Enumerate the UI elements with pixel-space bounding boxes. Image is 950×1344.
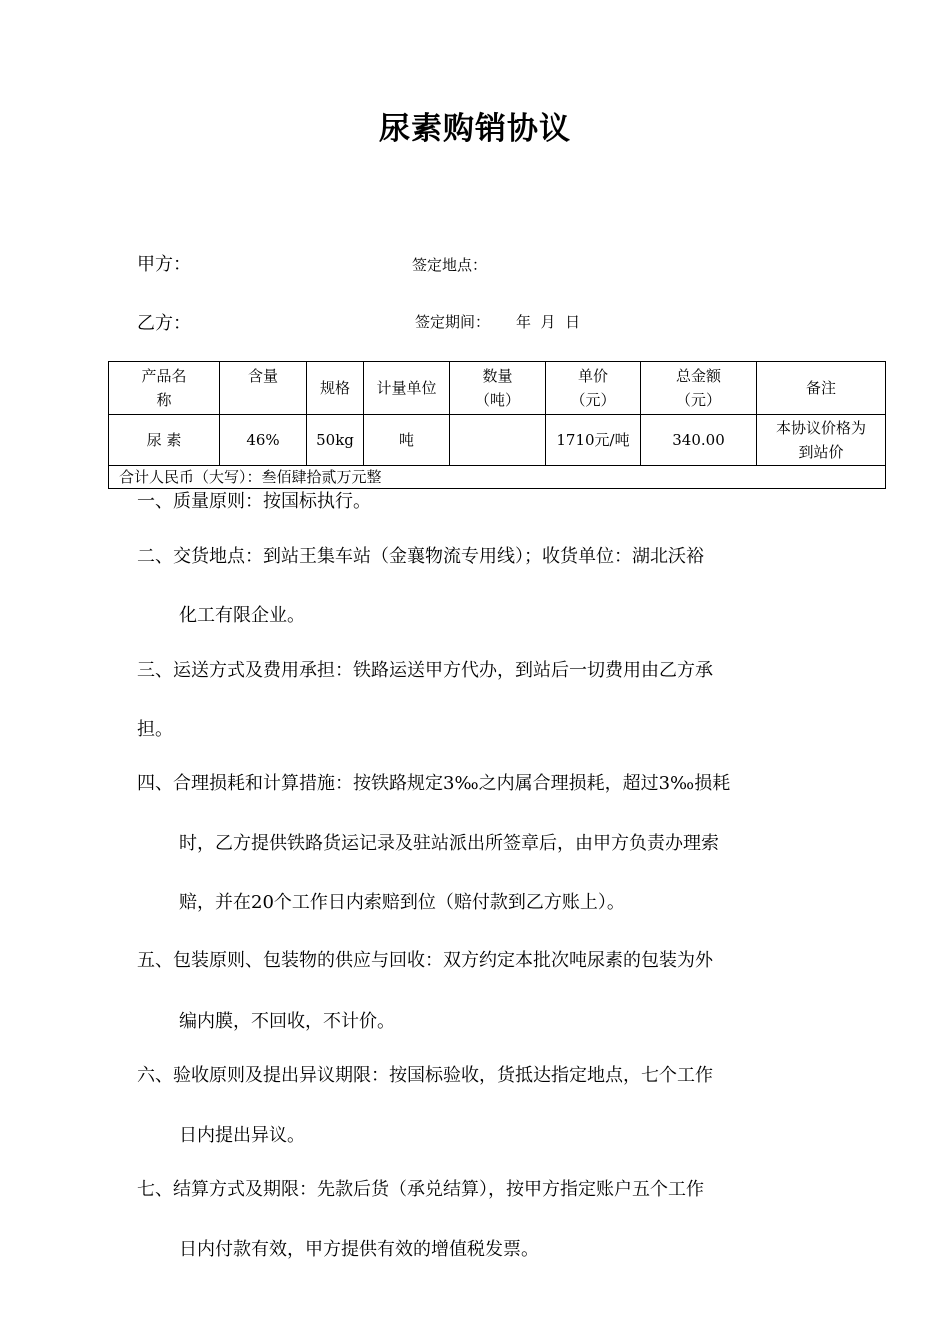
signing-date-value: 年 月 日	[516, 313, 581, 331]
clause-2-line-1: 二、交货地点：到站王集车站（金襄物流专用线）；收货单位：湖北沃裕	[137, 546, 704, 567]
signing-date-label: 签定期间：	[415, 313, 491, 331]
clause-5-line-1: 五、包装原则、包装物的供应与回收：双方约定本批次吨尿素的包装为外	[137, 950, 713, 971]
clause-3-line-2: 担。	[137, 719, 173, 740]
clause-7-line-2: 日内付款有效，甲方提供有效的增值税发票。	[179, 1239, 539, 1260]
clause-4-line-1: 四、合理损耗和计算措施：按铁路规定3‰之内属合理损耗，超过3‰损耗	[137, 773, 731, 794]
table-total-row	[109, 466, 886, 489]
clause-7-line-1: 七、结算方式及期限：先款后货（承兑结算），按甲方指定账户五个工作	[137, 1179, 704, 1200]
total-amount-in-words: 合计人民币（大写）：叁佰肆拾贰万元整	[109, 466, 886, 489]
cell-total-amount: 340.00	[641, 415, 757, 466]
clause-3-line-1: 三、运送方式及费用承担：铁路运送甲方代办，到站后一切费用由乙方承	[137, 660, 713, 681]
cell-unit: 吨	[364, 415, 450, 466]
clause-6-line-2: 日内提出异议。	[179, 1125, 305, 1146]
cell-content: 46%	[220, 415, 307, 466]
header-content: 含量	[220, 362, 307, 415]
clause-6-line-1: 六、验收原则及提出异议期限：按国标验收，货抵达指定地点，七个工作	[137, 1065, 713, 1086]
party-b-label: 乙方：	[137, 313, 191, 334]
cell-spec: 50kg	[307, 415, 364, 466]
party-a-label: 甲方：	[137, 254, 191, 275]
header-unit: 计量单位	[364, 362, 450, 415]
table-header-row	[109, 362, 886, 415]
header-total-amount: 总金额 （元）	[641, 362, 757, 415]
cell-remarks: 本协议价格为 到站价	[757, 415, 886, 466]
header-unit-price: 单价 （元）	[546, 362, 641, 415]
table-row	[109, 415, 886, 466]
clause-4-line-2: 时，乙方提供铁路货运记录及驻站派出所签章后，由甲方负责办理索	[179, 833, 719, 854]
header-spec: 规格	[307, 362, 364, 415]
header-quantity: 数量 （吨）	[450, 362, 546, 415]
cell-unit-price: 1710元/吨	[546, 415, 641, 466]
document-title: 尿素购销协议	[379, 111, 571, 147]
signing-place-label: 签定地点：	[412, 256, 488, 274]
cell-product-name: 尿 素	[109, 415, 220, 466]
clause-5-line-2: 编内膜，不回收，不计价。	[179, 1011, 395, 1032]
cell-quantity	[450, 415, 546, 466]
clause-1: 一、质量原则：按国标执行。	[137, 491, 371, 512]
goods-table	[108, 361, 886, 489]
clause-2-line-2: 化工有限企业。	[179, 605, 305, 626]
clause-4-line-3: 赔，并在20个工作日内索赔到位（赔付款到乙方账上）。	[179, 892, 625, 913]
header-product-name: 产品名 称	[109, 362, 220, 415]
header-remarks: 备注	[757, 362, 886, 415]
